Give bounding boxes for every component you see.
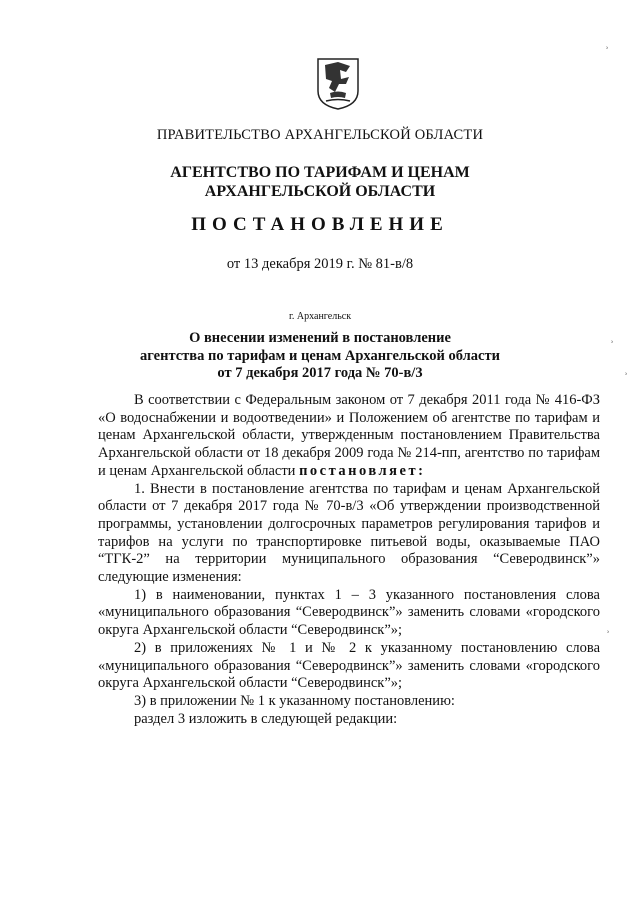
agency-name-line1: АГЕНТСТВО ПО ТАРИФАМ И ЦЕНАМ — [170, 164, 470, 181]
agency-name-line2: АРХАНГЕЛЬСКОЙ ОБЛАСТИ — [204, 183, 436, 200]
decrees-word: постановляет: — [299, 462, 426, 479]
scan-artifact: ʾ — [610, 338, 614, 352]
scan-artifact: ʾ — [624, 370, 628, 384]
document-type: ПОСТАНОВЛЕНИЕ — [191, 214, 449, 235]
subitem-3: 3) в приложении № 1 к указанному постановлению: — [134, 692, 455, 709]
agency-name — [0, 163, 640, 201]
item-1: 1. Внести в постановление агентства по тарифам и ценам Архангельской области от 7 декабря 2017 года № 70-в/3 «Об утверждении производственной программы, установлении долгосрочных параметров регулирования тарифов и тарифов на услуги по транспортировке питьевой воды, оказываемые ПАО “ТГК-2” на территории муниципального образования “Северодвинск”» следующие изменения: — [98, 480, 600, 586]
document-body — [98, 392, 600, 728]
subject-line2: агентства по тарифам и ценам Архангельской области — [140, 347, 500, 364]
scan-artifact: ʾ — [605, 44, 609, 58]
preamble-text: В соответствии с Федеральным законом от 7 декабря 2011 года № 416-ФЗ «О водоснабжении и водоотведении» и Положением об агентстве по тарифам и ценам Архангельской области, утвержденным постановлением Правительства Архангельской области от 18 декабря 2009 года № 214-пп, агентство по тарифам и ценам Архангельской области — [98, 392, 600, 479]
preamble-paragraph — [98, 392, 600, 481]
city: г. Архангельск — [288, 311, 352, 322]
date-and-number: от 13 декабря 2019 г. № 81-в/8 — [226, 256, 414, 272]
coat-of-arms-emblem — [316, 57, 360, 111]
subject-line3: от 7 декабря 2017 года № 70-в/3 — [217, 365, 423, 381]
document-subject — [0, 330, 640, 383]
scan-artifact: ʾ — [606, 628, 610, 642]
subject-line1: О внесении изменений в постановление — [189, 330, 451, 346]
subitem-1: 1) в наименовании, пунктах 1 – 3 указанного постановления слова «муниципального образования “Северодвинск”» заменить словами «городского округа Архангельской области “Северодвинск”»; — [98, 586, 600, 639]
subitem-3-section: раздел 3 изложить в следующей редакции: — [134, 710, 398, 727]
government-name: ПРАВИТЕЛЬСТВО АРХАНГЕЛЬСКОЙ ОБЛАСТИ — [156, 127, 484, 143]
subitem-2: 2) в приложениях № 1 и № 2 к указанному постановлению слова «муниципального образования “Северодвинск”» заменить словами «городского округа Архангельской области “Северодвинск”»; — [98, 639, 600, 692]
